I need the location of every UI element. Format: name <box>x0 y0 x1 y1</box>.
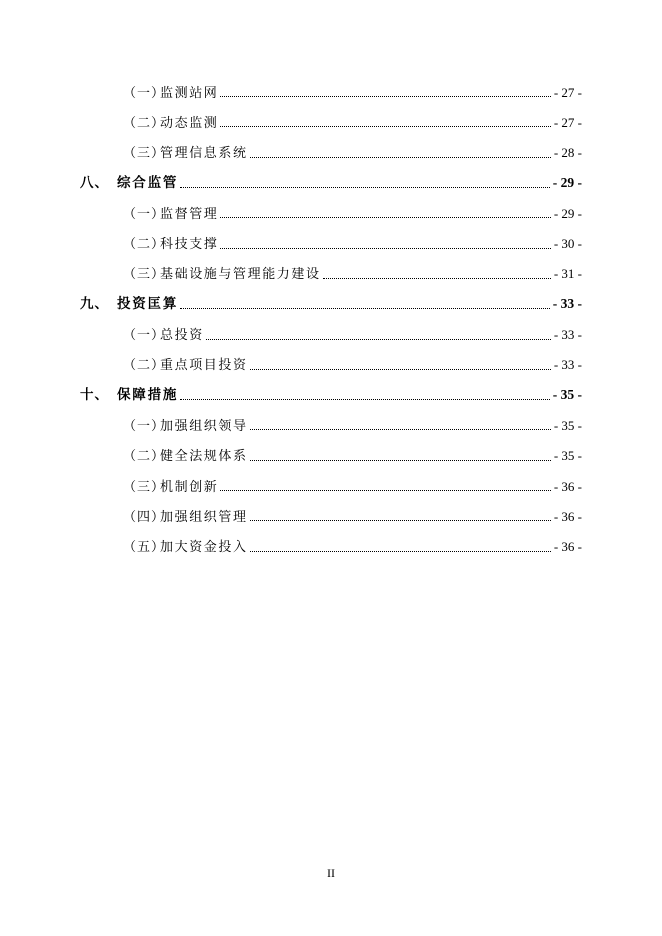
toc-entry-number: （一） <box>123 417 166 433</box>
toc-chapter-title: 保障措施 <box>117 387 179 403</box>
footer-page-number: II <box>327 866 335 880</box>
toc-entry[interactable] <box>0 319 582 349</box>
toc-entry-number: （三） <box>123 145 166 161</box>
toc-entry[interactable] <box>0 259 582 289</box>
toc-entry-number: （一） <box>123 84 166 100</box>
toc-entry-page: - 27 - <box>553 84 582 100</box>
toc-chapter-number: 八、 <box>80 175 109 191</box>
toc-entry-number: （一） <box>123 327 166 343</box>
toc-entry-page: - 31 - <box>553 266 582 282</box>
toc-entry-page: - 36 - <box>553 508 582 524</box>
toc-entry-page: - 28 - <box>553 145 582 161</box>
toc-entry[interactable] <box>0 228 582 258</box>
toc-entry-title: 管理信息系统 <box>160 145 248 161</box>
toc-chapter-title: 投资匡算 <box>117 296 179 312</box>
toc-entry-page: - 35 - <box>553 448 582 464</box>
toc-entry-number: （二） <box>123 357 166 373</box>
toc-entry-title: 监督管理 <box>160 205 219 221</box>
toc-entry-title: 科技支撑 <box>160 236 219 252</box>
toc-entry-page: - 27 - <box>553 114 582 130</box>
toc-chapter-entry[interactable] <box>0 380 582 410</box>
toc-chapter-number: 十、 <box>80 387 109 403</box>
toc-entry-page: - 36 - <box>553 478 582 494</box>
toc-entry[interactable] <box>0 77 582 107</box>
toc-leader-dots <box>250 428 551 430</box>
toc-entry-title: 机制创新 <box>160 478 219 494</box>
toc-entry-number: （一） <box>123 205 166 221</box>
toc-entry-title: 动态监测 <box>160 114 219 130</box>
toc-leader-dots <box>250 156 551 158</box>
toc-entry[interactable] <box>0 471 582 501</box>
toc-entry-number: （三） <box>123 266 166 282</box>
toc-entry-page: - 29 - <box>553 205 582 221</box>
toc-leader-dots <box>250 459 551 461</box>
toc-leader-dots <box>206 338 551 340</box>
toc-entry[interactable] <box>0 107 582 137</box>
toc-entry-page: - 33 - <box>553 327 582 343</box>
toc-leader-dots <box>220 125 550 127</box>
toc-entry-title: 监测站网 <box>160 84 219 100</box>
toc-leader-dots <box>250 550 551 552</box>
toc-entry[interactable] <box>0 410 582 440</box>
toc-chapter-entry[interactable] <box>0 289 582 319</box>
toc-entry-page: - 36 - <box>553 539 582 555</box>
table-of-contents <box>0 77 662 562</box>
toc-entry-number: （二） <box>123 448 166 464</box>
toc-leader-dots <box>220 95 550 97</box>
toc-entry-title: 加大资金投入 <box>160 539 248 555</box>
toc-entry-number: （五） <box>123 539 166 555</box>
toc-entry[interactable] <box>0 198 582 228</box>
toc-chapter-page: - 35 - <box>552 387 582 403</box>
toc-entry-title: 重点项目投资 <box>160 357 248 373</box>
toc-entry-number: （二） <box>123 236 166 252</box>
toc-entry[interactable] <box>0 350 582 380</box>
toc-entry-number: （三） <box>123 478 166 494</box>
toc-entry-page: - 30 - <box>553 236 582 252</box>
toc-leader-dots <box>220 489 550 491</box>
toc-entry-title: 基础设施与管理能力建设 <box>160 266 321 282</box>
toc-entry[interactable] <box>0 441 582 471</box>
toc-chapter-number: 九、 <box>80 296 109 312</box>
toc-leader-dots <box>180 186 550 188</box>
toc-entry-title: 健全法规体系 <box>160 448 248 464</box>
toc-entry-title: 加强组织领导 <box>160 417 248 433</box>
toc-entry-title: 加强组织管理 <box>160 508 248 524</box>
toc-chapter-entry[interactable] <box>0 168 582 198</box>
toc-entry-title: 总投资 <box>160 327 204 343</box>
toc-chapter-page: - 29 - <box>552 175 582 191</box>
toc-entry[interactable] <box>0 138 582 168</box>
toc-entry-number: （二） <box>123 114 166 130</box>
toc-leader-dots <box>250 368 551 370</box>
toc-entry-number: （四） <box>123 508 166 524</box>
toc-leader-dots <box>220 247 550 249</box>
toc-leader-dots <box>180 398 550 400</box>
toc-chapter-title: 综合监管 <box>117 175 179 191</box>
toc-leader-dots <box>180 307 550 309</box>
toc-entry-page: - 35 - <box>553 417 582 433</box>
toc-entry[interactable] <box>0 531 582 561</box>
toc-chapter-page: - 33 - <box>552 296 582 312</box>
toc-entry-page: - 33 - <box>553 357 582 373</box>
toc-leader-dots <box>220 216 550 218</box>
toc-leader-dots <box>323 277 551 279</box>
toc-entry[interactable] <box>0 501 582 531</box>
toc-leader-dots <box>250 519 551 521</box>
